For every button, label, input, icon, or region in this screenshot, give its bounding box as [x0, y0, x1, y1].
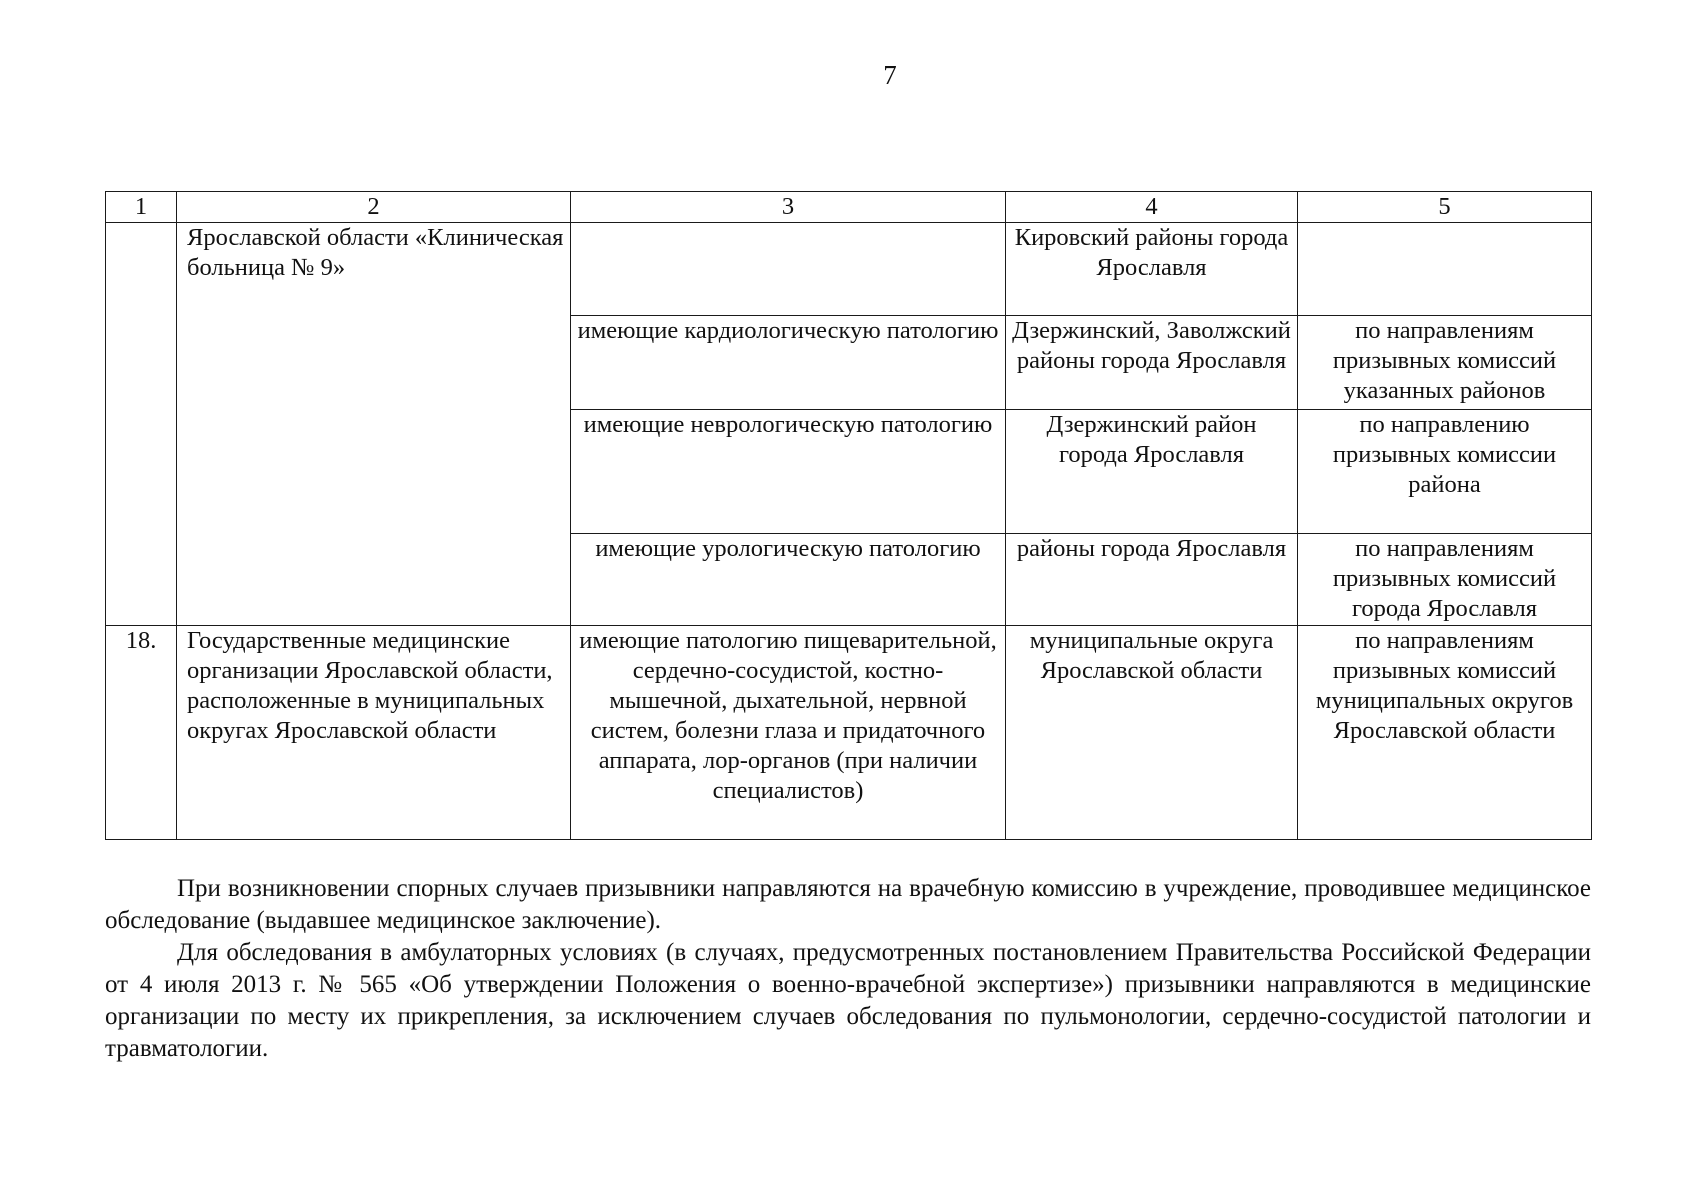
row18-organization: Государственные медицинские организации Ярославской области, расположенные в муниципальных округах Ярославской области [177, 626, 571, 840]
row17-pathology-2: имеющие кардиологическую патологию [571, 316, 1006, 410]
table-row [106, 223, 1592, 316]
row17-districts-2: Дзержинский, Заволжский районы города Ярославля [1006, 316, 1298, 410]
notes-section [105, 873, 1591, 1065]
row17-districts-4: районы города Ярославля [1006, 534, 1298, 626]
note-paragraph-1: При возникновении спорных случаев призывники направляются на врачебную комиссию в учреждение, проводившее медицинское обследование (выдавшее медицинское заключение). [105, 875, 1591, 934]
header-cell-2: 2 [177, 192, 571, 223]
row18-pathology: имеющие патологию пищеварительной, сердечно-сосудистой, костно-мышечной, дыхательной, нервной систем, болезни глаза и придаточного аппарата, лор-органов (при наличии специалистов) [571, 626, 1006, 840]
header-cell-1: 1 [106, 192, 177, 223]
row17-number-cell [106, 223, 177, 626]
row17-districts-1: Кировский районы города Ярославля [1006, 223, 1298, 316]
note-paragraph-2: Для обследования в амбулаторных условиях (в случаях, предусмотренных постановлением Правительства Российской Федерации от 4 июля 2013 г. № 565 «Об утверждении Положения о военно-врачебной экспертизе») призывники направляются в медицинские организации по месту их прикрепления, за исключением случаев обследования по пульмонологии, сердечно-сосудистой патологии и травматологии. [105, 939, 1591, 1062]
row17-pathology-4: имеющие урологическую патологию [571, 534, 1006, 626]
row17-referral-2: по направлениям призывных комиссий указанных районов [1298, 316, 1592, 410]
row17-pathology-1 [571, 223, 1006, 316]
header-cell-4: 4 [1006, 192, 1298, 223]
row17-pathology-3: имеющие неврологическую патологию [571, 410, 1006, 534]
referral-table [105, 191, 1592, 840]
row17-referral-3: по направлению призывных комиссии района [1298, 410, 1592, 534]
header-cell-3: 3 [571, 192, 1006, 223]
row18-districts: муниципальные округа Ярославской области [1006, 626, 1298, 840]
row18-number: 18. [106, 626, 177, 840]
header-cell-5: 5 [1298, 192, 1592, 223]
table-row [106, 626, 1592, 840]
row17-referral-1 [1298, 223, 1592, 316]
row17-districts-3: Дзержинский район города Ярославля [1006, 410, 1298, 534]
row17-organization: Ярославской области «Клиническая больница № 9» [177, 223, 571, 626]
page-number: 7 [883, 60, 897, 90]
table-header-row [106, 192, 1592, 223]
row18-referral: по направлениям призывных комиссий муниципальных округов Ярославской области [1298, 626, 1592, 840]
row17-referral-4: по направлениям призывных комиссий города Ярославля [1298, 534, 1592, 626]
